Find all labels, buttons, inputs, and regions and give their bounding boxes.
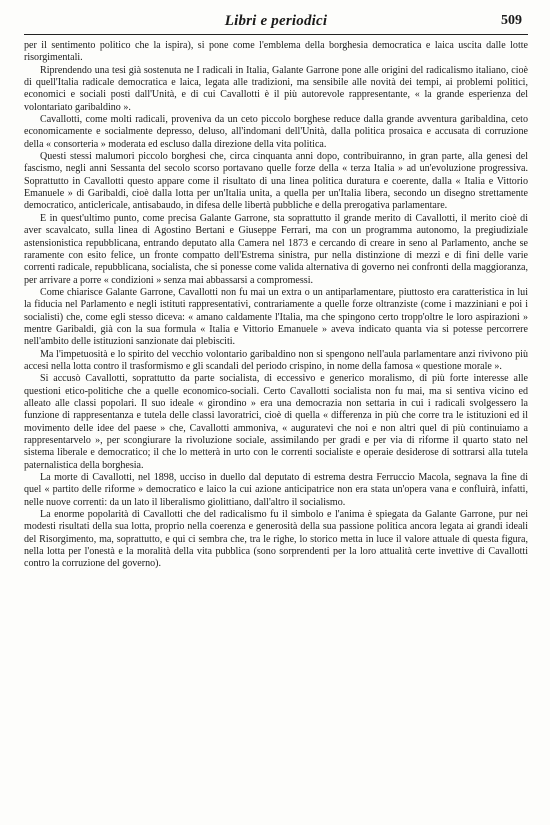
paragraph: La morte di Cavallotti, nel 1898, ucciso in duello dal deputato di estrema destra Ferruccio Macola, segnava la fine di quel « partito delle riforme » democratico e laico la cui azione anticipatrice non era stata un'opera vana e confluirà, infatti, nelle nuove correnti: da un lato il liberalismo giolittiano, dall'altro il socialismo.: [24, 472, 528, 508]
paragraph: Questi stessi malumori piccolo borghesi che, circa cinquanta anni dopo, contribuiranno, in gran parte, alla genesi del fascismo, negli anni Sessanta del secolo scorso portavano quelle forze della « terza Italia » ad un'evoluzione progressiva. Soprattutto in Cavallotti questo appare come il risultato di una linea politica duratura e coerente, dalla « Italia e Vittorio Emanuele » di Garibaldi, cioè dalla lotta per un'Italia unita, a quella per un'Italia libera, secondo un disegno strettamente democratico, anticlericale, antisabaudo, in difesa delle libertà pubbliche e della prerogativa parlamentare.: [24, 151, 528, 212]
article-body: [24, 40, 528, 811]
running-title: Libri e periodici: [224, 13, 328, 29]
paragraph: Ma l'impetuosità e lo spirito del vecchio volontario garibaldino non si spengono nell'aula parlamentare anzi rivivono più accesi nella lotta contro il trasformismo e gli scandali del periodo crispino, in nome della famosa « questione morale ».: [24, 348, 528, 372]
paragraph: Si accusò Cavallotti, soprattutto da parte socialista, di eccessivo e generico moralismo, di più forte interesse alle questioni etico-politiche che a quelle economico-sociali. Certo Cavallotti socialista non fu mai, ma si sentiva vicino ed alleato alle classi popolari. Il suo ideale « girondino » era una democrazia non settaria in cui i radicali svolgessero la funzione di rappresentanza e tutela delle classi lavoratrici, cioè di quella « differenza in più che corre tra le istituzioni ed il movimento delle idee del paese » che, Cavallotti ammoniva, « auguratevi che noi e non altri quel di più continuiamo a rappresentarvelo », per scongiurare la rivoluzione sociale, assimilando per gradi e per via di riforme il quarto stato nel sistema liberale e democratico; il che lo metterà in urto con le correnti socialiste e operaie desiderose di sottrarsi alla tutela paternalistica della borghesia.: [24, 373, 528, 471]
paragraph: Come chiarisce Galante Garrone, Cavallotti non fu mai un extra o un antiparlamentare, piuttosto era caratteristica in lui la fiducia nel Parlamento e negli istituti rappresentativi, contrariamente a quelle forze oltranziste (come i mazziniani e poi i socialisti) che, come egli stesso diceva: « amano caldamente l'Italia, ma che spingono certo tropp'oltre le loro aspirazioni » mentre Garibaldi, già con la sua formula « Italia e Vittorio Emanuele » aveva indicato quanta via si potesse percorrere nell'ambito delle istituzioni sanzionate dai plebisciti.: [24, 286, 528, 348]
paragraph: E in quest'ultimo punto, come precisa Galante Garrone, sta soprattutto il grande merito di Cavallotti, il merito cioè di aver scavalcato, sulla linea di Agostino Bertani e Giuseppe Ferrari, ma con un programma autonomo, la pregiudiziale astensionistica repubblicana, entrando deputato alla Camera nel 1873 e cercando di creare in seno al Parlamento, anche se raramente con esito felice, un fronte compatto dell'Estrema sinistra, pur nella distinzione di mezzi e di fini delle varie correnti radicale, repubblicana, socialista, che si ponesse come valida alternativa di governo nei confronti della maggioranza, per arrivare a porre « condizioni » senza mai abbassarsi a compromessi.: [24, 212, 528, 286]
paragraph: per il sentimento politico che la ispira), si pone come l'emblema della borghesia democratica e laica uscita dalle lotte risorgimentali.: [24, 40, 528, 64]
paragraph: Cavallotti, come molti radicali, proveniva da un ceto piccolo borghese reduce dalla grande avventura garibaldina, ceto economicamente e socialmente depresso, deluso, all'indomani dell'Unità, dalla politica prosaica e accusata di corruzione della « consorteria » moderata ed escluso dalla direzione della vita politica.: [24, 114, 528, 150]
page-header: [24, 12, 528, 35]
paragraph: Riprendendo una tesi già sostenuta ne I radicali in Italia, Galante Garrone pone alle origini del radicalismo italiano, cioè di quell'Italia radicale democratica e laica, legata alle tradizioni, ma sensibile alle novità dei tempi, ai problemi politici, economici e sociali posti dall'Unità, e di cui Cavallotti è il più autorevole rappresentante, « la grande esperienza del volontariato garibaldino ».: [24, 64, 528, 113]
page-number: 509: [501, 13, 522, 28]
paragraph: La enorme popolarità di Cavallotti che del radicalismo fu il simbolo e l'anima è spiegata da Galante Garrone, pur nei modesti risultati della sua lotta, proprio nella coerenza e generosità della sua passione politica ancora legata ai grandi ideali del Risorgimento, ma, soprattutto, e qui ci sembra che, tra le righe, lo storico metta in luce il valore attuale di questa figura, nella lotta per l'onestà e la moralità della vita pubblica (sono sorprendenti per la loro attualità certe invettive di Cavallotti contro la corruzione del governo).: [24, 509, 528, 570]
